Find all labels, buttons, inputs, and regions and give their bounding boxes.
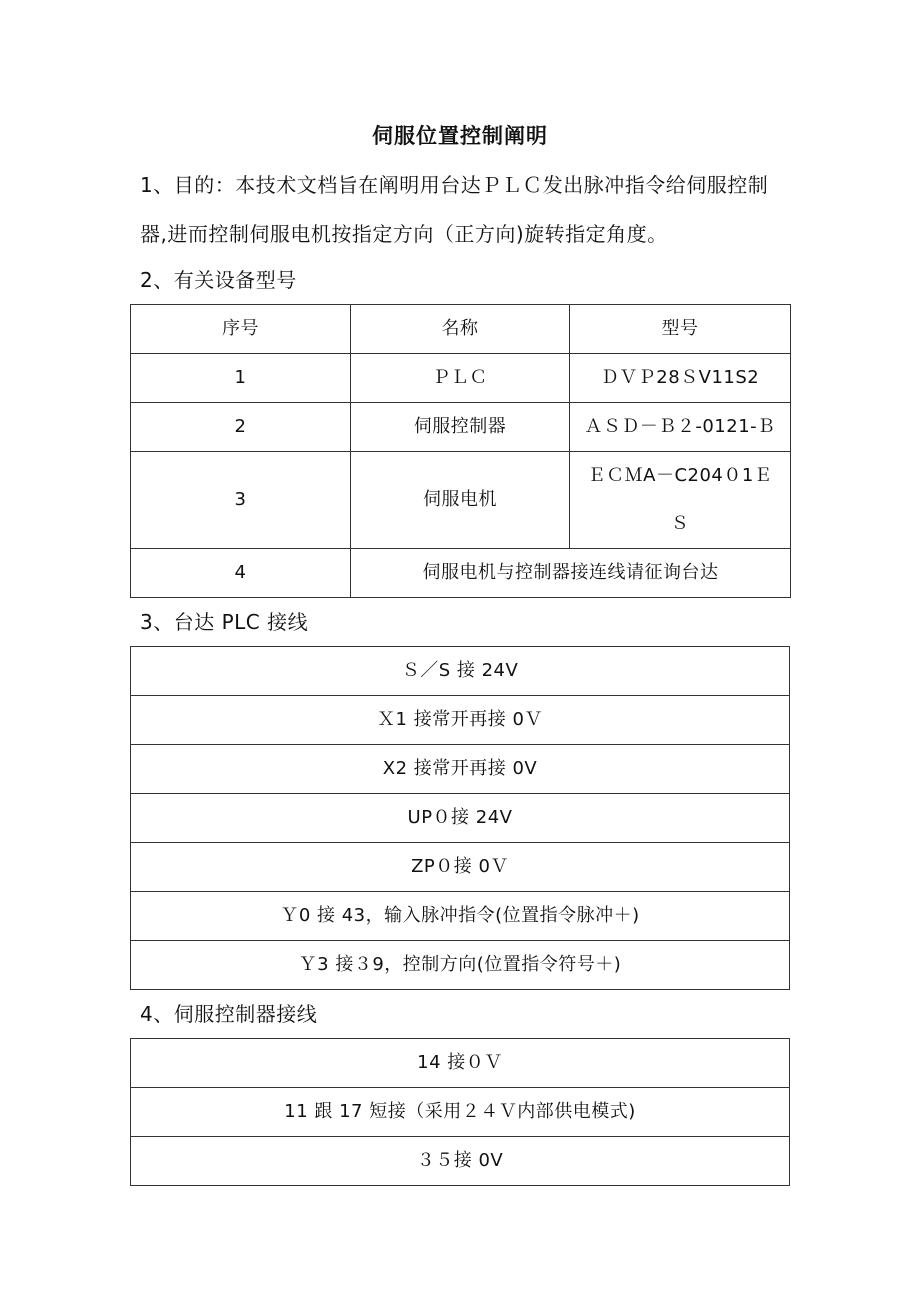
row-name: 伺服控制器 [351,403,570,452]
row-name: 伺服电机 [351,452,570,549]
table-row [131,745,790,794]
wiring-cell: 14 接０Ｖ [131,1039,790,1088]
wiring-cell: Ｙ3 接３9，控制方向(位置指令符号＋) [131,941,790,990]
row-name: ＰＬＣ [351,354,570,403]
equipment-table [130,304,791,598]
table-row [131,892,790,941]
row-model-line-1: ＥＣＭA－C204０1Ｅ [587,465,773,486]
table-row [131,1088,790,1137]
row-model-line-2: Ｓ [670,513,690,534]
plc-wiring-heading: 3、台达 PLC 接线 [140,610,309,634]
wiring-cell: Ｙ0 接 43，输入脉冲指令(位置指令脉冲＋) [131,892,790,941]
purpose-line-1: 1、目的：本技术文档旨在阐明用台达ＰＬＣ发出脉冲指令给伺服控制 [140,173,769,197]
wiring-cell: ３５接 0V [131,1137,790,1186]
table-row [131,941,790,990]
table-header-row [131,305,791,354]
header-model: 型号 [570,305,791,354]
page-title: 伺服位置控制阐明 [372,124,548,148]
row-no: 1 [131,354,351,403]
table-row [131,843,790,892]
row-model [570,452,791,549]
row-merged-note: 伺服电机与控制器接连线请征询台达 [351,549,791,598]
header-name: 名称 [351,305,570,354]
table-row [131,403,791,452]
table-row [131,794,790,843]
header-no: 序号 [131,305,351,354]
table-row [131,1137,790,1186]
equipment-heading: 2、有关设备型号 [140,268,297,292]
table-row [131,647,790,696]
table-row [131,1039,790,1088]
table-row [131,696,790,745]
table-row [131,549,791,598]
wiring-cell: 11 跟 17 短接（采用２４Ｖ内部供电模式) [131,1088,790,1137]
wiring-cell: X2 接常开再接 0V [131,745,790,794]
servo-wiring-table [130,1038,790,1186]
wiring-cell: ZP０接 0Ｖ [131,843,790,892]
row-no: 4 [131,549,351,598]
row-model: ＤＶＰ28ＳV11S2 [570,354,791,403]
servo-wiring-heading: 4、伺服控制器接线 [140,1002,318,1026]
wiring-cell: Ｓ／S 接 24V [131,647,790,696]
table-row [131,452,791,549]
row-no: 2 [131,403,351,452]
plc-wiring-table [130,646,790,990]
purpose-line-2: 器,进而控制伺服电机按指定方向（正方向)旋转指定角度。 [140,222,668,246]
row-no: 3 [131,452,351,549]
wiring-cell: UP０接 24V [131,794,790,843]
wiring-cell: Ｘ1 接常开再接 0Ｖ [131,696,790,745]
table-row [131,354,791,403]
row-model: ＡＳＤ－Ｂ２-0121-Ｂ [570,403,791,452]
